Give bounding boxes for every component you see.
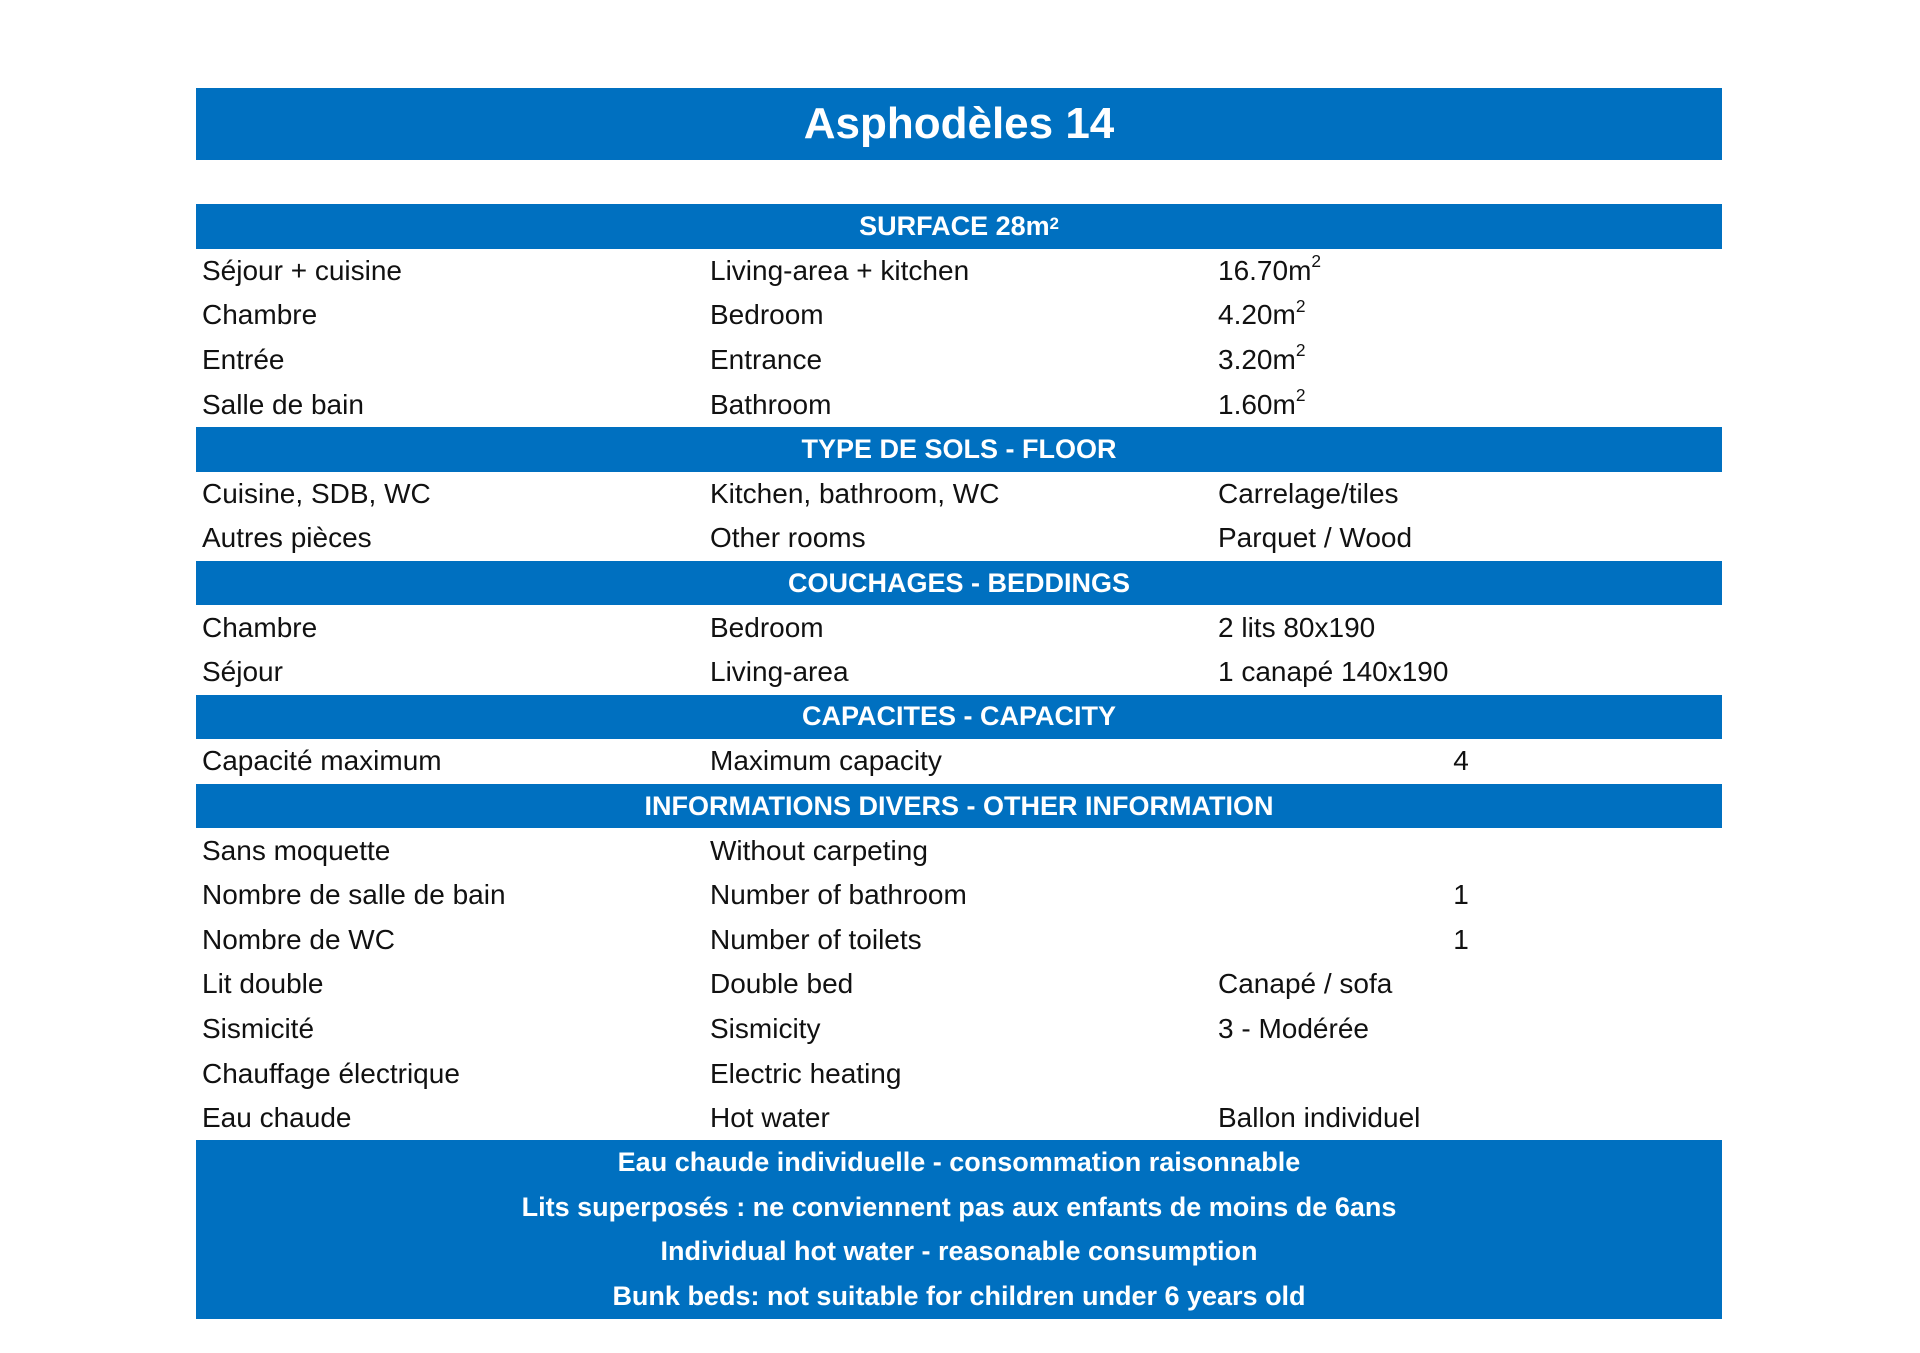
row-label-fr: Chambre <box>202 299 318 331</box>
table-row <box>196 516 1722 561</box>
row-value: 2 lits 80x190 <box>1218 611 1376 643</box>
row-value: Ballon individuel <box>1218 1102 1421 1134</box>
row-label-en: Maximum capacity <box>710 745 942 777</box>
row-label-fr: Autres pièces <box>202 522 372 554</box>
table-row <box>196 472 1722 517</box>
section-header-beddings: COUCHAGES - BEDDINGS <box>196 561 1722 606</box>
section-header-capacity: CAPACITES - CAPACITY <box>196 695 1722 740</box>
row-label-en: Hot water <box>710 1102 830 1134</box>
row-value: Canapé / sofa <box>1218 968 1393 1000</box>
row-value: Carrelage/tiles <box>1218 477 1399 509</box>
row-label-fr: Cuisine, SDB, WC <box>202 477 431 509</box>
row-value: 1 <box>1453 923 1469 955</box>
row-value <box>1212 250 1722 287</box>
table-row <box>196 962 1722 1007</box>
row-label-fr: Séjour <box>202 656 283 688</box>
table-row <box>196 382 1722 427</box>
row-label-fr: Nombre de WC <box>202 923 395 955</box>
row-label-en: Other rooms <box>710 522 866 554</box>
row-label-en: Bedroom <box>710 611 824 643</box>
page-title: Asphodèles 14 <box>196 88 1722 160</box>
table-row <box>196 650 1722 695</box>
row-label-fr: Séjour + cuisine <box>202 254 403 286</box>
property-sheet <box>196 88 1722 1319</box>
table-row <box>196 1051 1722 1096</box>
table-row <box>196 293 1722 338</box>
row-label-en: Without carpeting <box>710 834 928 866</box>
row-label-en: Sismicity <box>710 1012 821 1044</box>
row-value-sup: 2 <box>1295 295 1306 316</box>
row-value: 4 <box>1453 745 1469 777</box>
footer-notes <box>196 1140 1722 1318</box>
table-row <box>196 338 1722 383</box>
row-label-en: Number of bathroom <box>710 879 967 911</box>
table-row <box>196 873 1722 918</box>
row-value <box>1212 295 1722 331</box>
footer-note: Lits superposés : ne conviennent pas aux enfants de moins de 6ans <box>521 1191 1397 1222</box>
row-value-text: 3.20m <box>1218 344 1296 376</box>
table-row <box>196 739 1722 784</box>
footer-note: Bunk beds: not suitable for children under 6 years old <box>612 1281 1306 1312</box>
row-value-sup: 2 <box>1295 340 1306 361</box>
row-label-en: Number of toilets <box>710 923 922 955</box>
row-label-fr: Capacité maximum <box>202 745 442 777</box>
table-row <box>196 1096 1722 1141</box>
row-value-text: 16.70m <box>1218 254 1312 286</box>
table-row <box>196 828 1722 873</box>
row-label-en: Double bed <box>710 968 854 1000</box>
table-row <box>196 1007 1722 1052</box>
row-label-fr: Entrée <box>202 344 285 376</box>
row-label-fr: Chambre <box>202 611 318 643</box>
row-value-text: 4.20m <box>1218 299 1296 331</box>
row-label-en: Bedroom <box>710 299 824 331</box>
footer-note: Individual hot water - reasonable consumption <box>660 1236 1258 1267</box>
table-row <box>196 918 1722 963</box>
section-header-surface: SURFACE 28m $^2$ <box>196 204 1722 249</box>
row-value-text: 1.60m <box>1218 388 1296 420</box>
row-value-sup: 2 <box>1311 250 1322 271</box>
row-value <box>1212 384 1722 421</box>
row-value <box>1212 340 1722 376</box>
row-label-fr: Sans moquette <box>202 834 391 866</box>
table-row <box>196 249 1722 294</box>
row-label-en: Entrance <box>710 344 823 376</box>
row-value: 3 - Modérée <box>1218 1012 1369 1044</box>
row-label-en: Kitchen, bathroom, WC <box>710 477 1000 509</box>
table-row <box>196 605 1722 650</box>
row-value: 1 canapé 140x190 <box>1218 656 1449 688</box>
row-value-sup: 2 <box>1295 384 1306 405</box>
section-header-floor: TYPE DE SOLS - FLOOR <box>196 427 1722 472</box>
section-header-other-information: INFORMATIONS DIVERS - OTHER INFORMATION <box>196 784 1722 829</box>
row-label-en: Living-area <box>710 656 849 688</box>
row-label-en: Bathroom <box>710 388 832 420</box>
footer-note: Eau chaude individuelle - consommation raisonnable <box>617 1147 1301 1178</box>
row-label-fr: Lit double <box>202 968 324 1000</box>
row-label-en: Living-area + kitchen <box>710 254 970 286</box>
row-label-fr: Eau chaude <box>202 1102 352 1134</box>
row-label-en: Electric heating <box>710 1057 902 1089</box>
row-label-fr: Nombre de salle de bain <box>202 879 506 911</box>
surface-header-text: SURFACE 28m <box>859 210 1050 241</box>
row-label-fr: Chauffage électrique <box>202 1057 460 1089</box>
row-label-fr: Sismicité <box>202 1012 315 1044</box>
row-label-fr: Salle de bain <box>202 388 364 420</box>
row-value: Parquet / Wood <box>1218 522 1413 554</box>
row-value: 1 <box>1453 879 1469 911</box>
